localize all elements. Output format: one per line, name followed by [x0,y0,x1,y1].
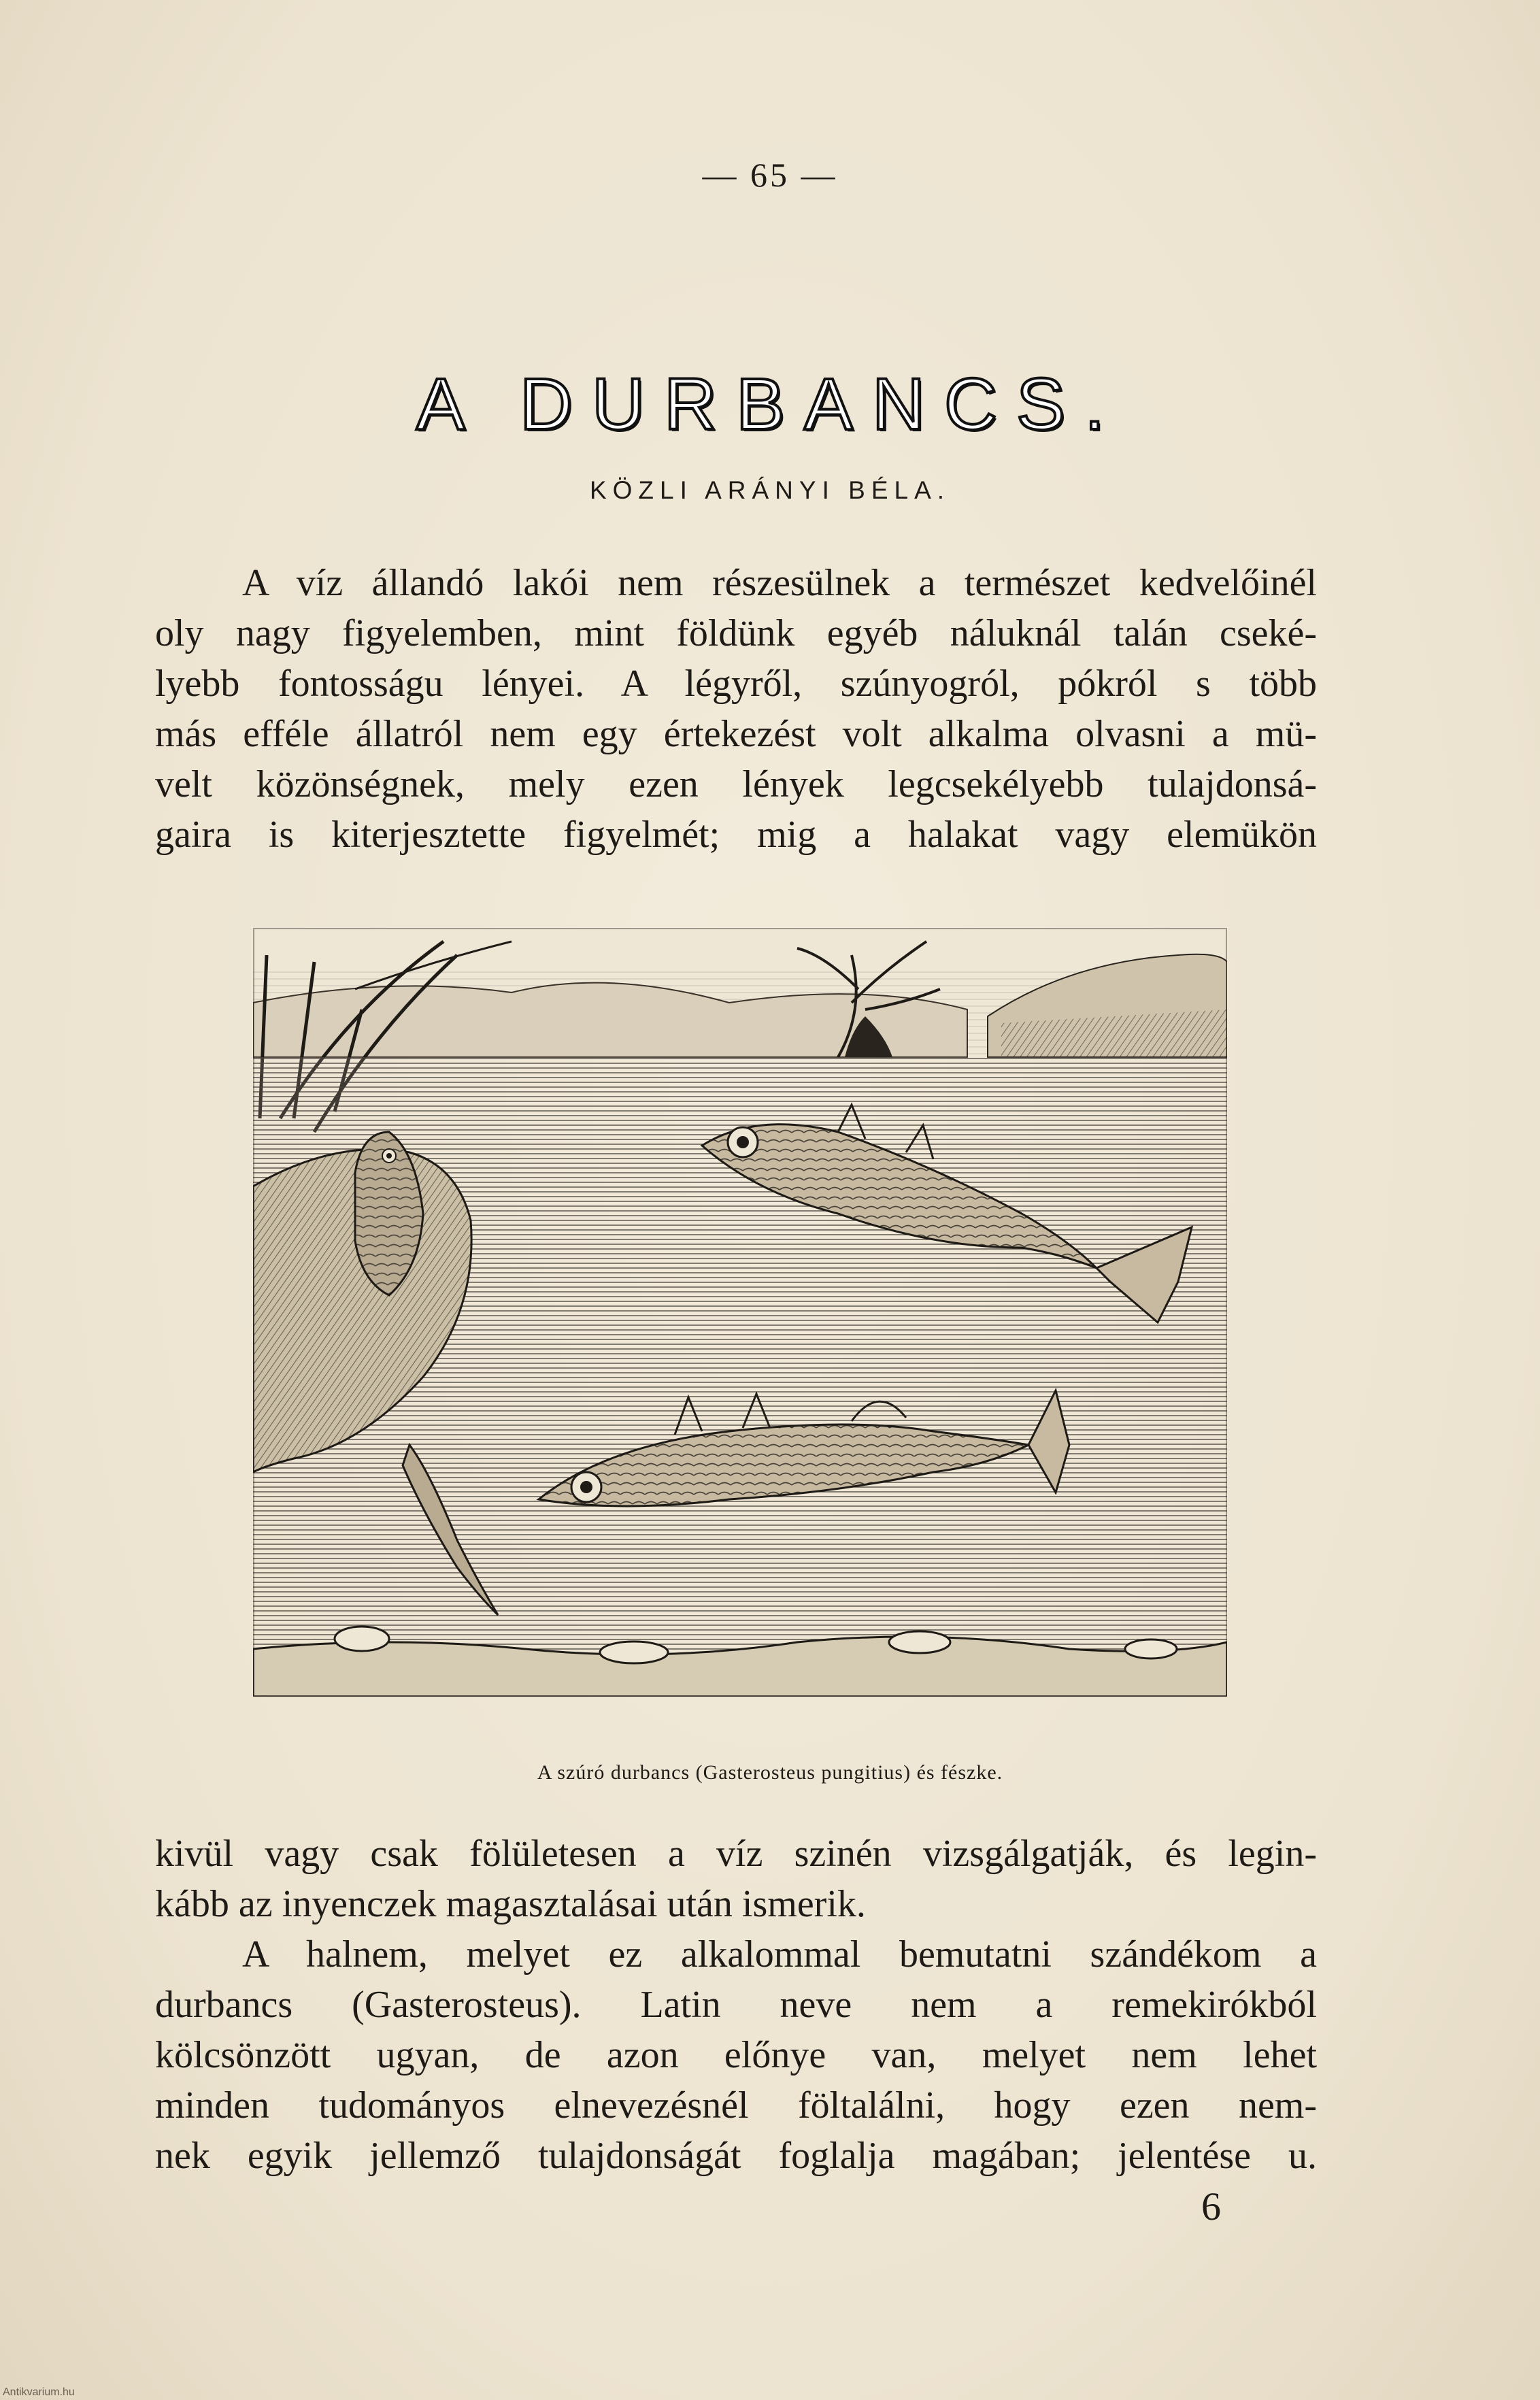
article-title: A DURBANCS. [416,363,1124,445]
text-line: A víz állandó lakói nem részesülnek a természet kedvelőinél [242,562,1317,604]
text-line: oly nagy figyelemben, mint földünk egyéb náluknál talán cseké- [155,612,1317,654]
byline: KÖZLI ARÁNYI BÉLA. [589,476,951,504]
stickleback-fish-and-nest-icon [253,928,1227,1697]
text-line: kivül vagy csak fölületesen a víz szinén vizsgálgatják, és legin- [155,1833,1317,1875]
text-line: más efféle állatról nem egy értekezést volt alkalma olvasni a mü- [155,713,1317,755]
text-line: kább az inyenczek magasztalásai után ismerik. [155,1883,866,1925]
text-line: nek egyik jellemző tulajdonságát foglalja magában; jelentése u. [155,2135,1317,2177]
text-line: kölcsönzött ugyan, de azon előnye van, melyet nem lehet [155,2034,1317,2076]
text-line: A halnem, melyet ez alkalommal bemutatni szándékom a [242,1933,1317,1976]
paragraph-1 [155,558,1317,860]
watermark: Antikvarium.hu [3,2386,75,2398]
paragraph-3 [155,1929,1317,2181]
text-line: minden tudományos elnevezésnél föltalálni, hogy ezen nem- [155,2084,1317,2127]
paragraph-2 [155,1829,1317,1929]
text-line: lyebb fontosságu lényei. A légyről, szúnyogról, pókról s több [155,663,1317,705]
figure-caption: A szúró durbancs (Gasterosteus pungitius) és fészke. [537,1761,1003,1784]
stickleback-illustration [253,928,1227,1697]
text-line: velt közönségnek, mely ezen lények legcsekélyebb tulajdonsá- [155,763,1317,805]
text-line: durbancs (Gasterosteus). Latin neve nem a remekirókból [155,1984,1317,2026]
page-number: — 65 — [702,156,838,194]
signature-mark: 6 [1201,2184,1221,2229]
text-line: gaira is kiterjesztette figyelmét; mig a halakat vagy elemükön [155,814,1317,856]
